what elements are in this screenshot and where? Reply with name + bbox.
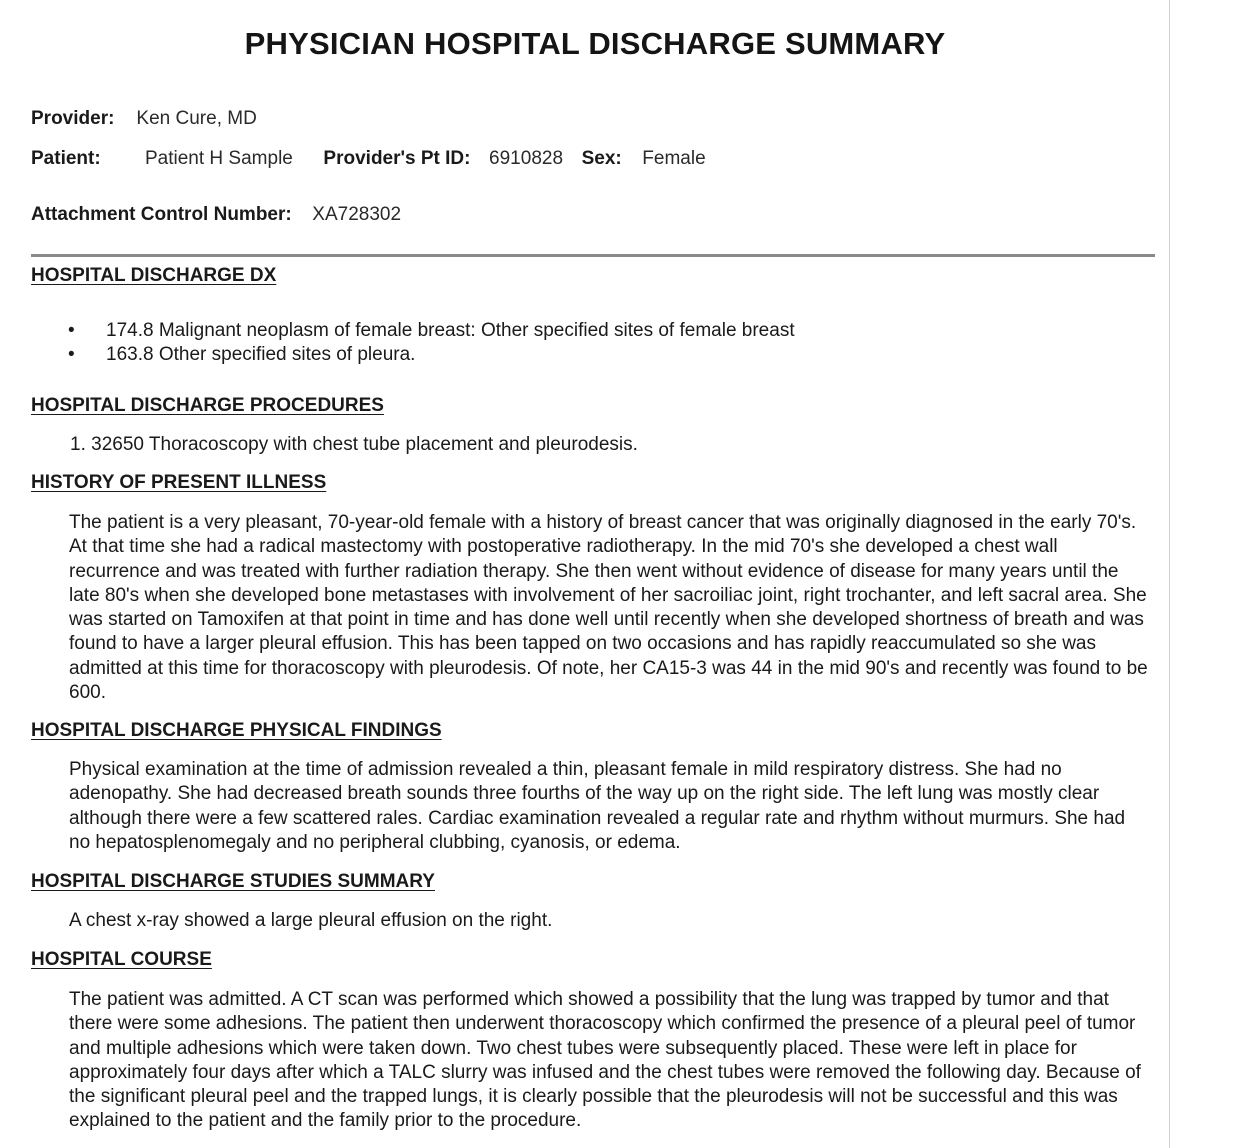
patient-label: Patient:: [31, 148, 101, 169]
document-title: PHYSICIAN HOSPITAL DISCHARGE SUMMARY: [244, 26, 946, 61]
physical-findings-text: Physical examination at the time of admission revealed a thin, pleasant female in mild respiratory distress. She had no adenopathy. She had decreased breath sounds three fourths of the way up on the right side. The left lung was mostly clear although there were a few scattered rales. Cardiac examination revealed a regular rate and rhythm without murmurs. She had no hepatosplenomegaly and no peripheral clubbing, cyanosis, or edema.: [69, 759, 1126, 853]
pt-id-label: Provider's Pt ID:: [323, 148, 471, 169]
provider-row: [31, 108, 257, 130]
patient-value: Patient H Sample: [145, 148, 293, 169]
dx-heading: HOSPITAL DISCHARGE DX: [31, 265, 277, 286]
list-item: • 163.8 Other specified sites of pleura.: [68, 343, 795, 367]
attachment-control-row: [31, 204, 401, 226]
procedure-item: 1. 32650 Thoracoscopy with chest tube placement and pleurodesis.: [70, 434, 638, 455]
studies-summary-heading: HOSPITAL DISCHARGE STUDIES SUMMARY: [31, 871, 435, 892]
patient-row: [31, 148, 706, 170]
hpi-heading: HISTORY OF PRESENT ILLNESS: [31, 472, 327, 493]
provider-label: Provider:: [31, 108, 115, 129]
studies-summary-text: A chest x-ray showed a large pleural effusion on the right.: [69, 910, 553, 931]
procedures-heading: HOSPITAL DISCHARGE PROCEDURES: [31, 395, 384, 416]
hospital-course-text: The patient was admitted. A CT scan was performed which showed a possibility that the lung was trapped by tumor and that there were some adhesions. The patient then underwent thoracoscopy which confirmed the presence of a pleural peel of tumor and multiple adhesions which were taken down. Two chest tubes were subsequently placed. These were left in place for approximately four days after which a TALC slurry was infused and the chest tubes were removed the following day. Because of the significant pleural peel and the trapped lungs, it is clearly possible that the pleurodesis will not be successful and this was explained to the patient and the family prior to the procedure.: [69, 989, 1141, 1132]
list-item: • 174.8 Malignant neoplasm of female breast: Other specified sites of female breast: [68, 319, 795, 343]
hpi-text: The patient is a very pleasant, 70-year-old female with a history of breast cancer that was originally diagnosed in the early 70's. At that time she had a radical mastectomy with postoperative radiotherapy. In the mid 70's she developed a chest wall recurrence and was treated with further radiation therapy. She then went without evidence of disease for many years until the late 80's when she developed bone metastases with involvement of her sacroiliac joint, right trochanter, and left sacral area. She was started on Tamoxifen at that point in time and has done well until recently when she developed shortness of breath and was found to have a larger pleural effusion. This has been tapped on two occasions and has rapidly reaccumulated so she was admitted at this time for thoracoscopy with pleurodesis. Of note, her CA15-3 was 44 in the mid 90's and recently was found to be 600.: [69, 512, 1148, 704]
attachment-control-value: XA728302: [312, 204, 402, 225]
dx-list: [68, 319, 795, 367]
header-divider: [31, 254, 1155, 257]
sex-value: Female: [642, 148, 706, 169]
hospital-course-heading: HOSPITAL COURSE: [31, 949, 212, 970]
pt-id-value: 6910828: [489, 148, 564, 169]
attachment-control-label: Attachment Control Number:: [31, 204, 292, 225]
sex-label: Sex:: [581, 148, 622, 169]
provider-value: Ken Cure, MD: [136, 108, 257, 129]
physical-findings-heading: HOSPITAL DISCHARGE PHYSICAL FINDINGS: [31, 720, 442, 741]
